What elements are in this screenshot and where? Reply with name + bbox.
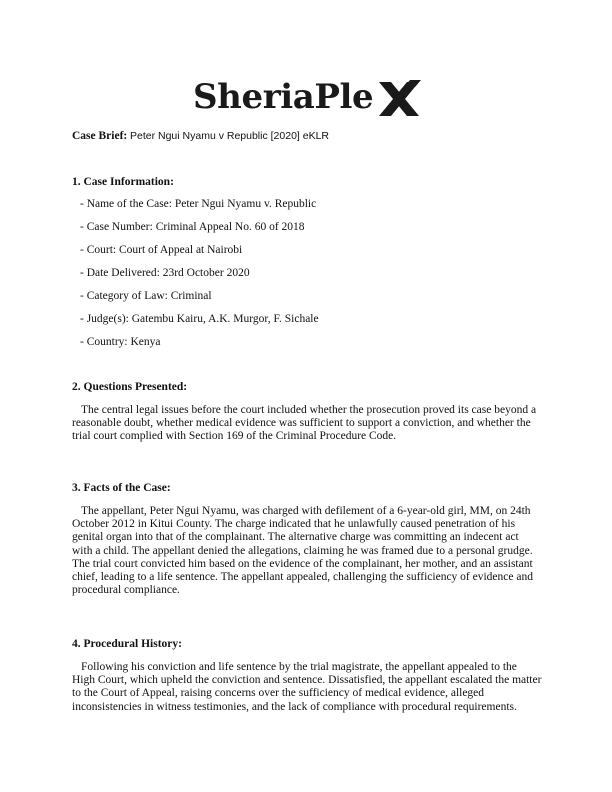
case-brief-line	[72, 130, 329, 142]
questions-presented-text: The central legal issues before the court included whether the prosecution proved its case beyond a reasonable doubt, whether medical evidence was sufficient to support a conviction, and whether the trial court complied with Section 169 of the Criminal Procedure Code.	[72, 404, 537, 443]
procedural-history-heading: 4. Procedural History:	[72, 638, 182, 650]
facts-heading: 3. Facts of the Case:	[72, 482, 171, 494]
case-brief-title: Peter Ngui Nyamu v Republic [2020] eKLR	[130, 130, 330, 142]
case-information-heading: 1. Case Information:	[72, 176, 174, 188]
procedural-history-text: Following his conviction and life sentence by the trial magistrate, the appellant appealed to the High Court, which upheld the conviction and sentence. Dissatisfied, the appellant escalated the matter to the Court of Appeal, raising concerns over the sufficiency of medical evidence, alleged inconsistencies in witness testimonies, and the lack of compliance with procedural requirements.	[72, 661, 542, 713]
list-item: - Category of Law: Criminal	[80, 290, 212, 302]
list-item: - Country: Kenya	[80, 336, 161, 348]
case-information-list	[80, 197, 319, 358]
list-item: - Name of the Case: Peter Ngui Nyamu v. Republic	[80, 198, 317, 210]
list-item: - Case Number: Criminal Appeal No. 60 of 2018	[80, 221, 305, 233]
list-item: - Court: Court of Appeal at Nairobi	[80, 244, 243, 256]
sheriaplex-logo	[193, 72, 423, 122]
case-brief-label: Case Brief:	[72, 130, 128, 142]
logo-x-mark-icon	[377, 80, 421, 118]
list-item: - Date Delivered: 23rd October 2020	[80, 267, 250, 279]
questions-presented-heading: 2. Questions Presented:	[72, 381, 188, 393]
logo-text: SheriaPle	[193, 77, 374, 117]
list-item: - Judge(s): Gatembu Kairu, A.K. Murgor, F. Sichale	[80, 313, 319, 325]
facts-text: The appellant, Peter Ngui Nyamu, was charged with defilement of a 6-year-old girl, MM, on 24th October 2012 in Kitui County. The charge indicated that he unlawfully caused penetration of his genital organ into that of the complainant. The alternative charge was committing an indecent act with a child. The appellant denied the allegations, claiming he was framed due to a personal grudge. The trial court convicted him based on the evidence of the complainant, her mother, and an assistant chief, leading to a life sentence. The appellant appealed, challenging the sufficiency of evidence and procedural compliance.	[72, 505, 533, 597]
